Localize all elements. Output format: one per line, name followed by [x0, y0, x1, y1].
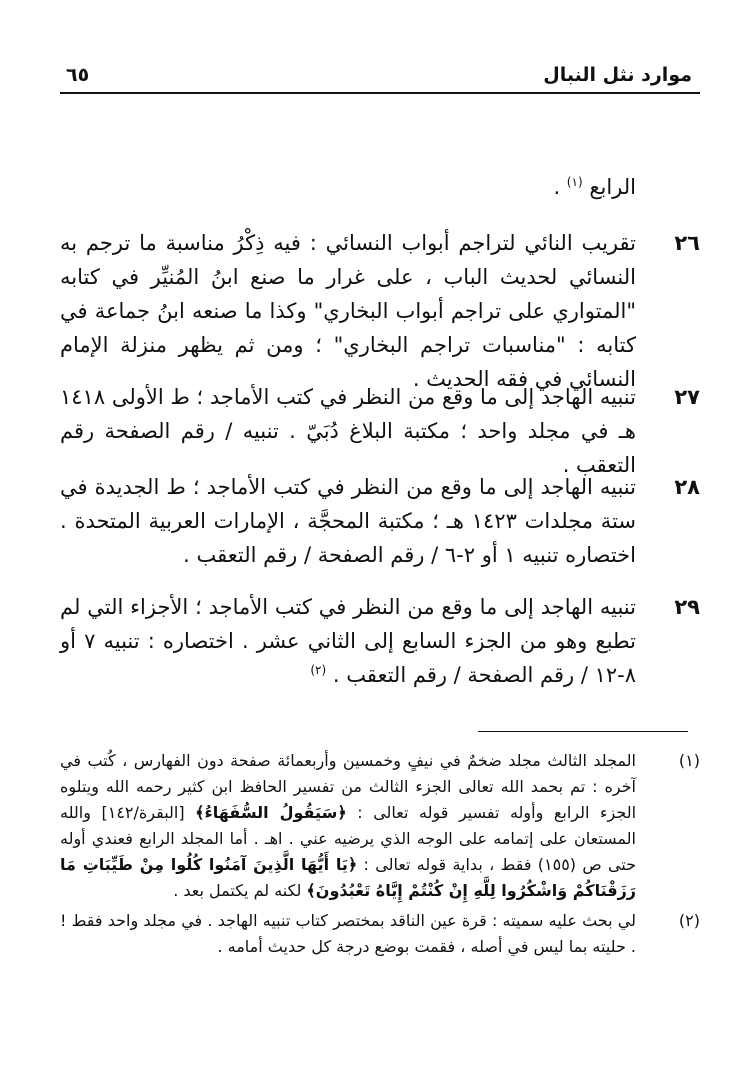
quran-verse: ﴿يَا أَيُّهَا الَّذِينَ آمَنُوا كُلُوا مِنْ طَيِّبَاتِ مَا رَزَقْنَاكُمْ وَاشْكُرُوا لِلَّهِ إِنْ كُنْتُمْ إِيَّاهُ تَعْبُدُونَ﴾	[60, 855, 636, 900]
footnote-divider	[478, 731, 688, 732]
entry-number: ٢٧	[674, 385, 700, 409]
footnote-number: (١)	[678, 751, 700, 770]
footnote-ref-1[interactable]: (١)	[566, 175, 583, 189]
entry-28	[60, 470, 700, 572]
entry-text: تقريب النائي لتراجم أبواب النسائي : فيه ذِكْرُ مناسبة ما ترجم به النسائي لحديث الباب ، على غرار ما صنع ابنُ المُنيِّر في كتابه "المتواري على تراجم أبواب البخاري" وكذا ما صنعه ابنُ جماعة في كتابه : "مناسبات تراجم البخاري" ؛ ومن ثم يظهر منزلة الإمام النسائي في فقه الحديث .	[60, 231, 636, 391]
continuation-text: الرابع	[589, 175, 636, 199]
footnote-2	[60, 908, 700, 960]
footnote-1	[60, 748, 700, 904]
entry-26	[60, 226, 700, 396]
continuation-end: .	[553, 175, 567, 199]
entry-number: ٢٩	[674, 595, 700, 619]
footnote-text-part: [البقرة/١٤٢] والله المستعان على إتمامه على الوجه الذي يرضيه عني . اهـ . أما المجلد الرابع فعندي أوله حتى ص (١٥٥) فقط ، بداية قوله تعالى :	[60, 803, 637, 874]
entry-27	[60, 380, 700, 482]
footnote-number: (٢)	[678, 911, 700, 930]
page-header	[60, 62, 700, 94]
entry-text: تنبيه الهاجد إلى ما وقع من النظر في كتب الأماجد ؛ ط الأولى ١٤١٨ هـ في مجلد واحد ؛ مكتبة البلاغ دُبَيّ . تنبيه / رقم الصفحة رقم التعقب .	[60, 385, 636, 477]
entry-text: تنبيه الهاجد إلى ما وقع من النظر في كتب الأماجد ؛ ط الجديدة في ستة مجلدات ١٤٢٣ هـ ؛ مكتبة المحجَّة ، الإمارات العربية المتحدة . اختصاره تنبيه ١ أو ٢-٦ / رقم الصفحة / رقم التعقب .	[60, 475, 636, 567]
footnote-text	[60, 748, 636, 904]
page-number: ٦٥	[66, 64, 90, 86]
footnote-text-part: لكنه لم يكتمل بعد .	[173, 881, 307, 900]
footnote-text: لي بحث عليه سميته : قرة عين الناقد بمختصر كتاب تنبيه الهاجد . في مجلد واحد فقط ! . حليته بما ليس في أصله ، فقمت بوضع درجة كل حديث أمامه .	[60, 911, 636, 956]
entry-number: ٢٨	[674, 475, 700, 499]
footnote-text-part: المجلد الثالث مجلد ضخمٌ في نيفٍ وخمسين وأربعمائة صفحة دون الفهارس ، كُتب في آخره : تم بحمد الله تعالى الجزء الثالث من تفسير الحافظ ابن كثير رحمه الله ويتلوه الجزء الرابع وأوله تفسير قوله تعالى :	[60, 751, 637, 822]
entry-text-wrap	[60, 590, 636, 692]
footnote-ref-2[interactable]: (٢)	[310, 663, 327, 677]
running-title: موارد نثل النبال	[543, 64, 692, 86]
continuation-line	[60, 170, 700, 204]
entry-number: ٢٦	[674, 231, 700, 255]
entry-29	[60, 590, 700, 692]
quran-verse: ﴿سَيَقُولُ السُّفَهَاءُ﴾	[195, 803, 347, 822]
entry-text: تنبيه الهاجد إلى ما وقع من النظر في كتب الأماجد ؛ الأجزاء التي لم تطبع وهو من الجزء السابع إلى الثاني عشر . اختصاره : تنبيه ٧ أو ٨-١٢ / رقم الصفحة / رقم التعقب .	[60, 595, 636, 687]
